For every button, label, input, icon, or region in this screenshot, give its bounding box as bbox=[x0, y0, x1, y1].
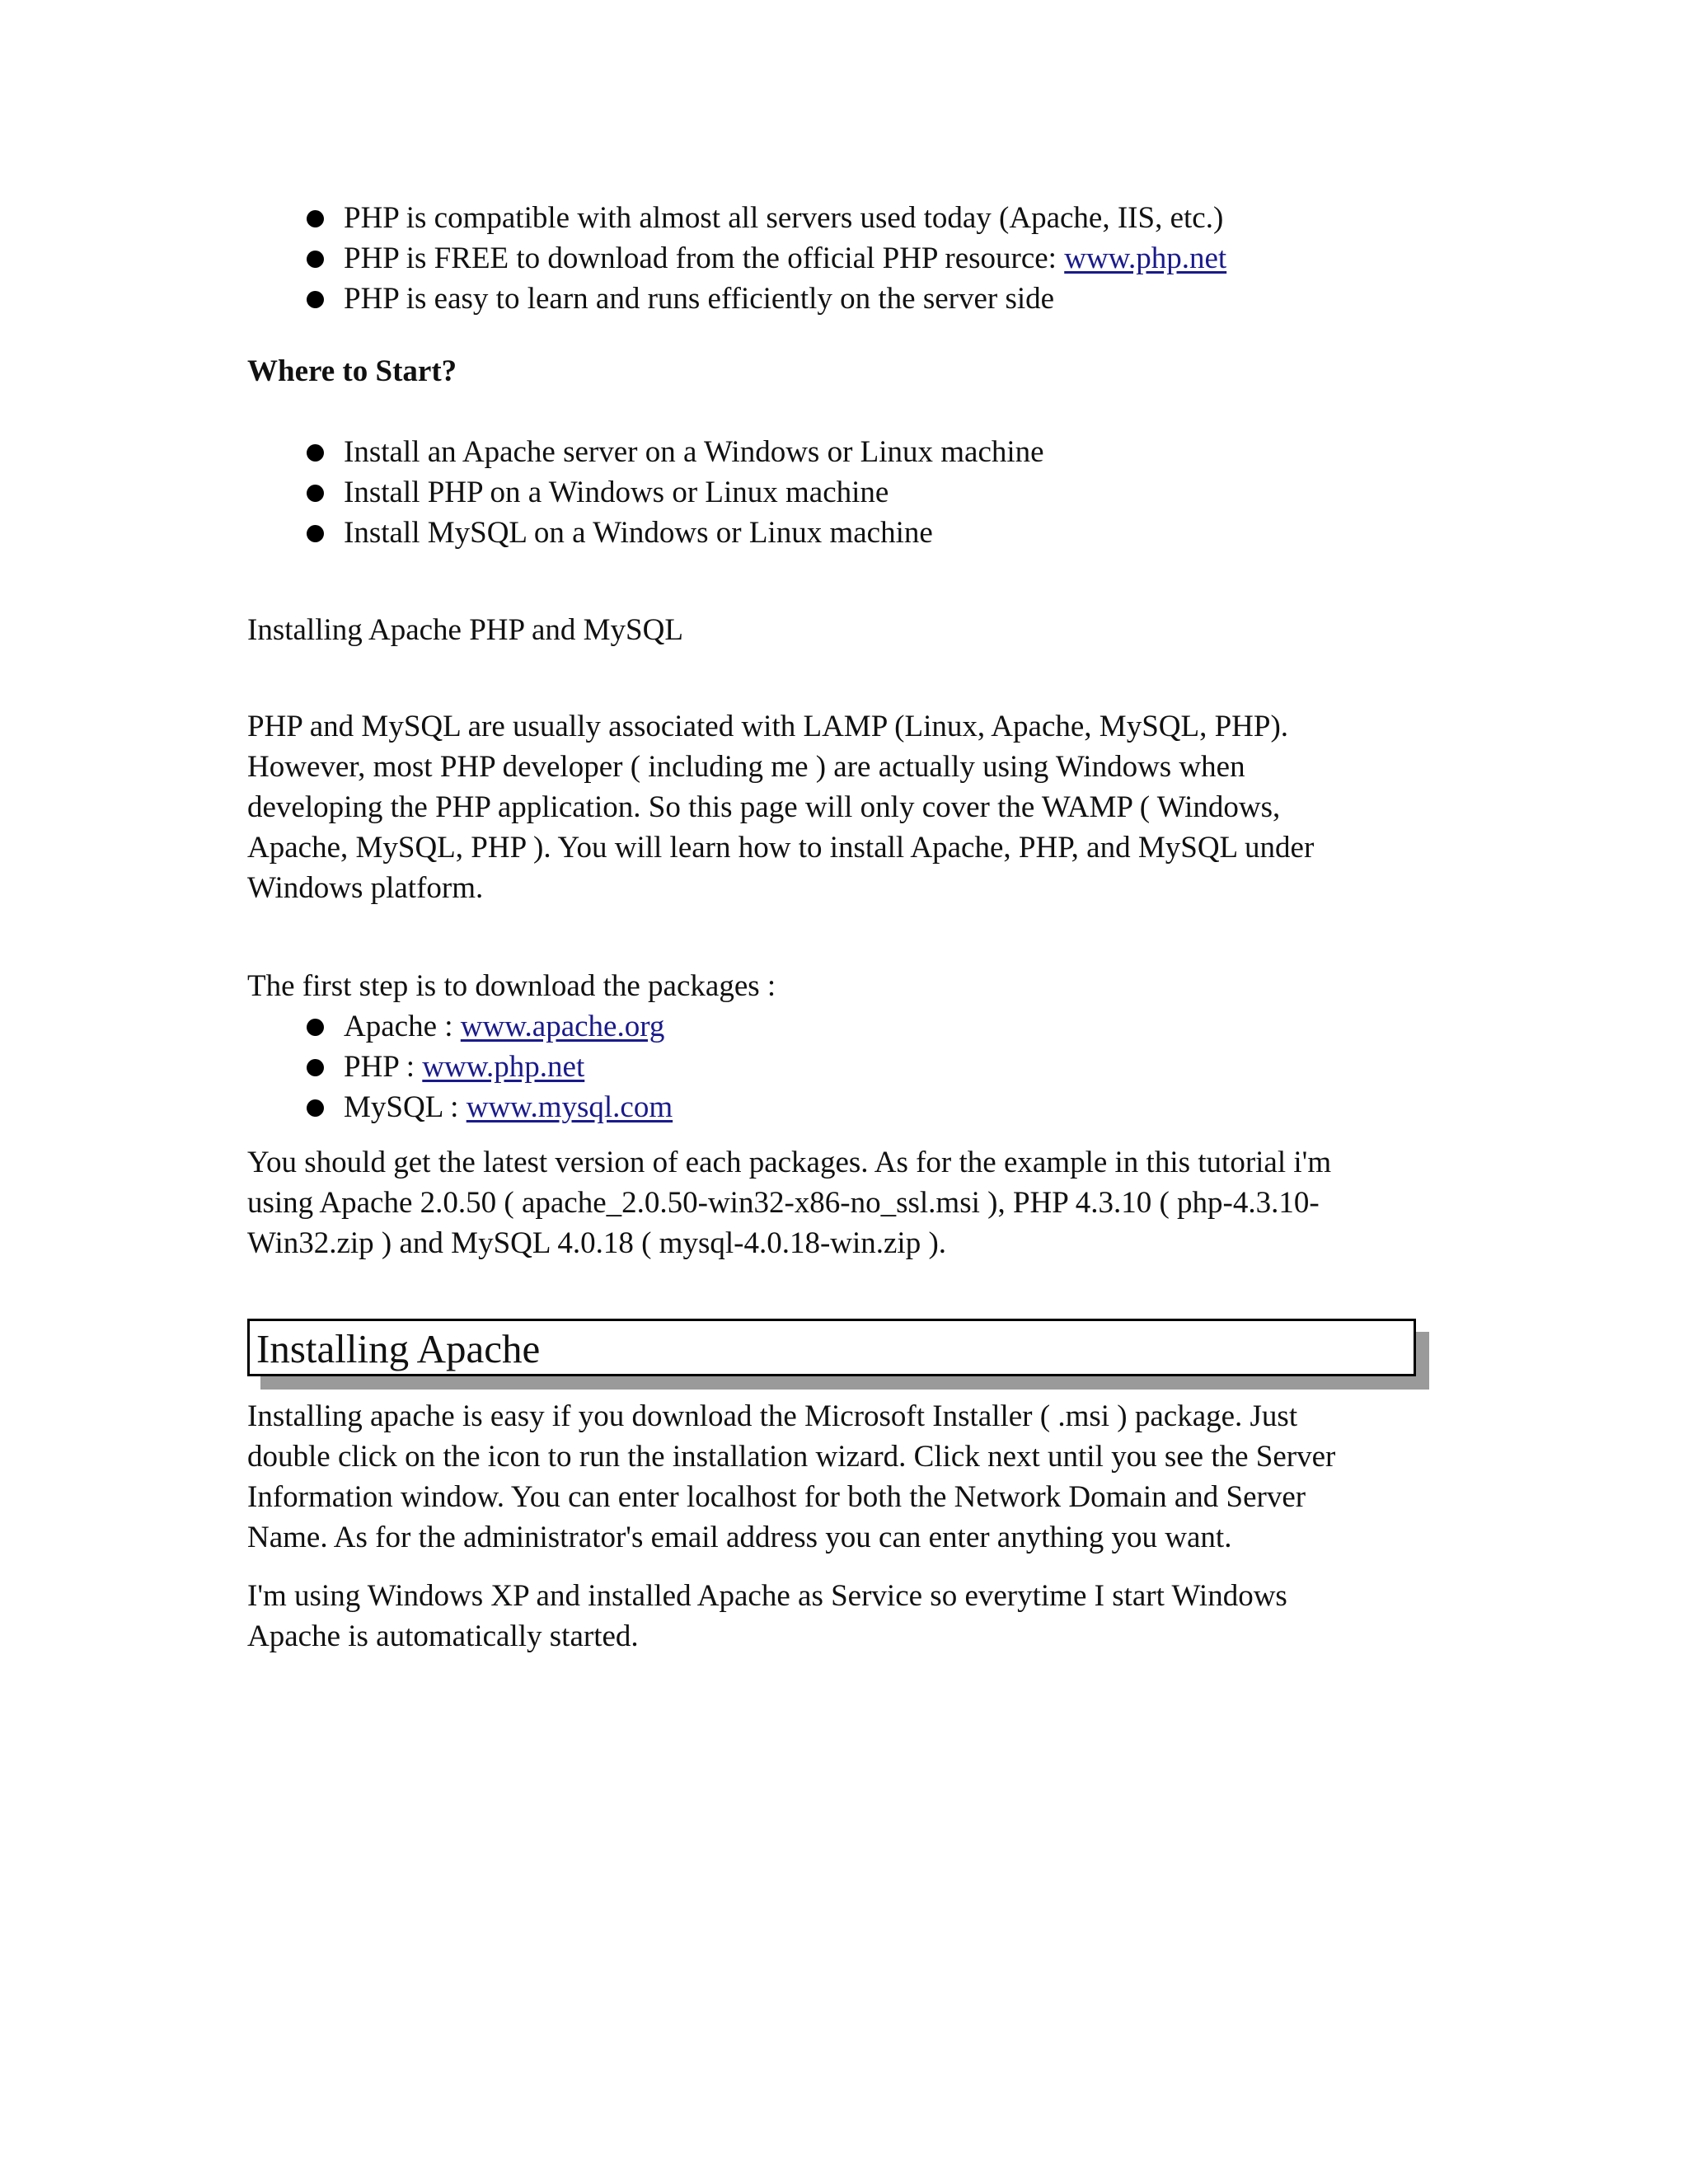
list-item bbox=[247, 238, 1226, 279]
paragraph-line: Installing apache is easy if you download the Microsoft Installer ( .msi ) package. Just bbox=[247, 1399, 1298, 1433]
where-to-start-heading: Where to Start? bbox=[247, 354, 457, 388]
list-item bbox=[247, 279, 1226, 319]
paragraph-line: Apache is automatically started. bbox=[247, 1619, 639, 1653]
list-item bbox=[247, 472, 1044, 513]
paragraph-line: Information window. You can enter localhost for both the Network Domain and Server bbox=[247, 1480, 1306, 1514]
bullet-icon bbox=[307, 525, 324, 542]
bullet-text: PHP is easy to learn and runs efficiently on the server side bbox=[344, 282, 1055, 316]
paragraph-line: You should get the latest version of each packages. As for the example in this tutorial i'm bbox=[247, 1146, 1332, 1179]
bullet-icon bbox=[307, 210, 324, 227]
list-item bbox=[247, 432, 1044, 472]
installing-title: Installing Apache PHP and MySQL bbox=[247, 613, 683, 647]
paragraph-line: PHP and MySQL are usually associated with LAMP (Linux, Apache, MySQL, PHP). bbox=[247, 710, 1289, 743]
bullet-text: Install an Apache server on a Windows or Linux machine bbox=[344, 435, 1044, 469]
overview-paragraph bbox=[247, 706, 1314, 908]
paragraph-line: Windows platform. bbox=[247, 871, 484, 905]
paragraph-line: Apache, MySQL, PHP ). You will learn how to install Apache, PHP, and MySQL under bbox=[247, 831, 1315, 865]
bullet-icon bbox=[307, 291, 324, 308]
list-item bbox=[247, 1047, 673, 1087]
paragraph-line: I'm using Windows XP and installed Apache as Service so everytime I start Windows bbox=[247, 1579, 1287, 1613]
section-title: Installing Apache bbox=[256, 1326, 541, 1371]
paragraph-line: double click on the icon to run the installation wizard. Click next until you see the Server bbox=[247, 1440, 1336, 1474]
php-net-link[interactable]: www.php.net bbox=[1064, 241, 1227, 275]
bullet-text: Install MySQL on a Windows or Linux machine bbox=[344, 516, 933, 550]
php-net-link[interactable]: www.php.net bbox=[422, 1050, 585, 1084]
installing-apache-section-header bbox=[247, 1319, 1416, 1376]
paragraph-line: Win32.zip ) and MySQL 4.0.18 ( mysql-4.0.18-win.zip ). bbox=[247, 1226, 947, 1260]
bullet-text: PHP is compatible with almost all servers used today (Apache, IIS, etc.) bbox=[344, 201, 1224, 235]
intro-bullet-list bbox=[247, 198, 1226, 319]
bullet-icon bbox=[307, 1099, 324, 1117]
mysql-com-link[interactable]: www.mysql.com bbox=[466, 1090, 673, 1124]
apache-org-link[interactable]: www.apache.org bbox=[460, 1010, 665, 1043]
apache-paragraph-1 bbox=[247, 1396, 1335, 1558]
package-label: PHP : bbox=[344, 1050, 423, 1084]
apache-paragraph-2 bbox=[247, 1576, 1287, 1657]
list-item bbox=[247, 513, 1044, 553]
bullet-text: PHP is FREE to download from the official PHP resource: bbox=[344, 241, 1065, 275]
bullet-icon bbox=[307, 251, 324, 268]
bullet-icon bbox=[307, 485, 324, 502]
package-label: Apache : bbox=[344, 1010, 461, 1043]
where-to-start-list bbox=[247, 432, 1044, 553]
paragraph-line: using Apache 2.0.50 ( apache_2.0.50-win32-x86-no_ssl.msi ), PHP 4.3.10 ( php-4.3.10- bbox=[247, 1186, 1320, 1220]
list-item bbox=[247, 1087, 673, 1127]
bullet-icon bbox=[307, 1019, 324, 1036]
bullet-icon bbox=[307, 444, 324, 462]
package-label: MySQL : bbox=[344, 1090, 467, 1124]
paragraph-line: developing the PHP application. So this page will only cover the WAMP ( Windows, bbox=[247, 790, 1281, 824]
paragraph-line: However, most PHP developer ( including me ) are actually using Windows when bbox=[247, 750, 1245, 784]
list-item bbox=[247, 198, 1226, 238]
bullet-text: Install PHP on a Windows or Linux machine bbox=[344, 476, 889, 509]
list-item bbox=[247, 1006, 673, 1047]
paragraph-line: Name. As for the administrator's email address you can enter anything you want. bbox=[247, 1521, 1232, 1554]
download-intro: The first step is to download the packages : bbox=[247, 969, 776, 1003]
version-paragraph bbox=[247, 1142, 1331, 1263]
package-list bbox=[247, 1006, 673, 1127]
bullet-icon bbox=[307, 1059, 324, 1076]
